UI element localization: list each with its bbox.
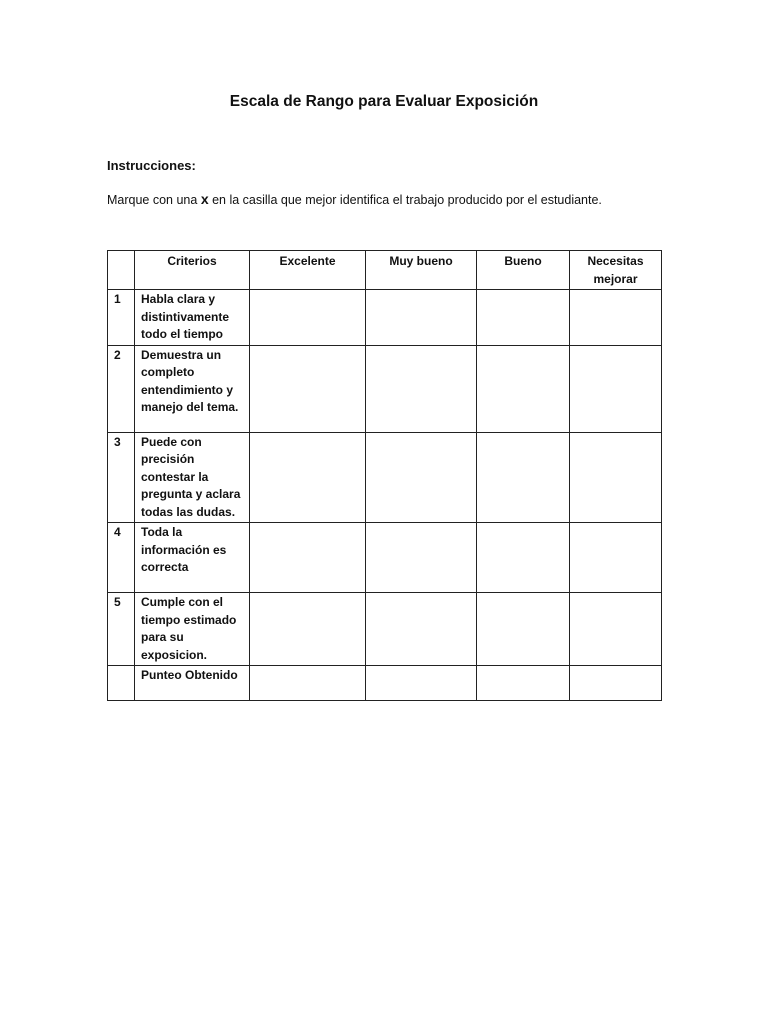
header-needs-improvement-line1: Necesitas [587, 254, 644, 268]
row-number [108, 666, 135, 701]
cell-excellent[interactable] [250, 593, 366, 666]
instructions-mark: x [200, 191, 209, 207]
cell-very-good[interactable] [366, 345, 477, 432]
cell-very-good[interactable] [366, 523, 477, 593]
row-criterion: Demuestra un completo entendimiento y manejo del tema. [135, 345, 250, 432]
cell-excellent[interactable] [250, 666, 366, 701]
cell-needs-improvement[interactable] [570, 345, 662, 432]
cell-very-good[interactable] [366, 432, 477, 523]
table-row [108, 523, 662, 593]
cell-good[interactable] [477, 593, 570, 666]
row-criterion: Punteo Obtenido [135, 666, 250, 701]
cell-excellent[interactable] [250, 290, 366, 346]
cell-needs-improvement[interactable] [570, 593, 662, 666]
table-row [108, 593, 662, 666]
table-row [108, 432, 662, 523]
table-row [108, 290, 662, 346]
row-number: 4 [108, 523, 135, 593]
row-number: 2 [108, 345, 135, 432]
instructions-heading: Instrucciones: [107, 158, 196, 173]
row-number: 5 [108, 593, 135, 666]
cell-good[interactable] [477, 345, 570, 432]
cell-needs-improvement[interactable] [570, 666, 662, 701]
cell-good[interactable] [477, 432, 570, 523]
cell-very-good[interactable] [366, 666, 477, 701]
cell-very-good[interactable] [366, 290, 477, 346]
cell-very-good[interactable] [366, 593, 477, 666]
row-criterion: Cumple con el tiempo estimado para su exposicion. [135, 593, 250, 666]
cell-excellent[interactable] [250, 523, 366, 593]
table-row [108, 345, 662, 432]
cell-needs-improvement[interactable] [570, 523, 662, 593]
header-good: Bueno [477, 251, 570, 290]
header-excellent: Excelente [250, 251, 366, 290]
cell-needs-improvement[interactable] [570, 432, 662, 523]
cell-good[interactable] [477, 290, 570, 346]
table-row-total [108, 666, 662, 701]
row-criterion: Toda la información es correcta [135, 523, 250, 593]
row-number: 3 [108, 432, 135, 523]
row-criterion: Puede con precisión contestar la pregunta y aclara todas las dudas. [135, 432, 250, 523]
cell-excellent[interactable] [250, 345, 366, 432]
cell-good[interactable] [477, 523, 570, 593]
header-number [108, 251, 135, 290]
row-criterion: Habla clara y distintivamente todo el tiempo [135, 290, 250, 346]
header-needs-improvement [570, 251, 662, 290]
header-very-good: Muy bueno [366, 251, 477, 290]
header-needs-improvement-line2: mejorar [593, 271, 638, 286]
evaluation-table [107, 250, 662, 701]
header-criteria: Criterios [135, 251, 250, 290]
instructions-text [107, 191, 602, 207]
cell-excellent[interactable] [250, 432, 366, 523]
cell-needs-improvement[interactable] [570, 290, 662, 346]
page-title: Escala de Rango para Evaluar Exposición [229, 93, 539, 110]
instructions-prefix: Marque con una [107, 193, 201, 207]
table-header-row [108, 251, 662, 290]
cell-good[interactable] [477, 666, 570, 701]
row-number: 1 [108, 290, 135, 346]
instructions-suffix: en la casilla que mejor identifica el trabajo producido por el estudiante. [208, 193, 602, 207]
